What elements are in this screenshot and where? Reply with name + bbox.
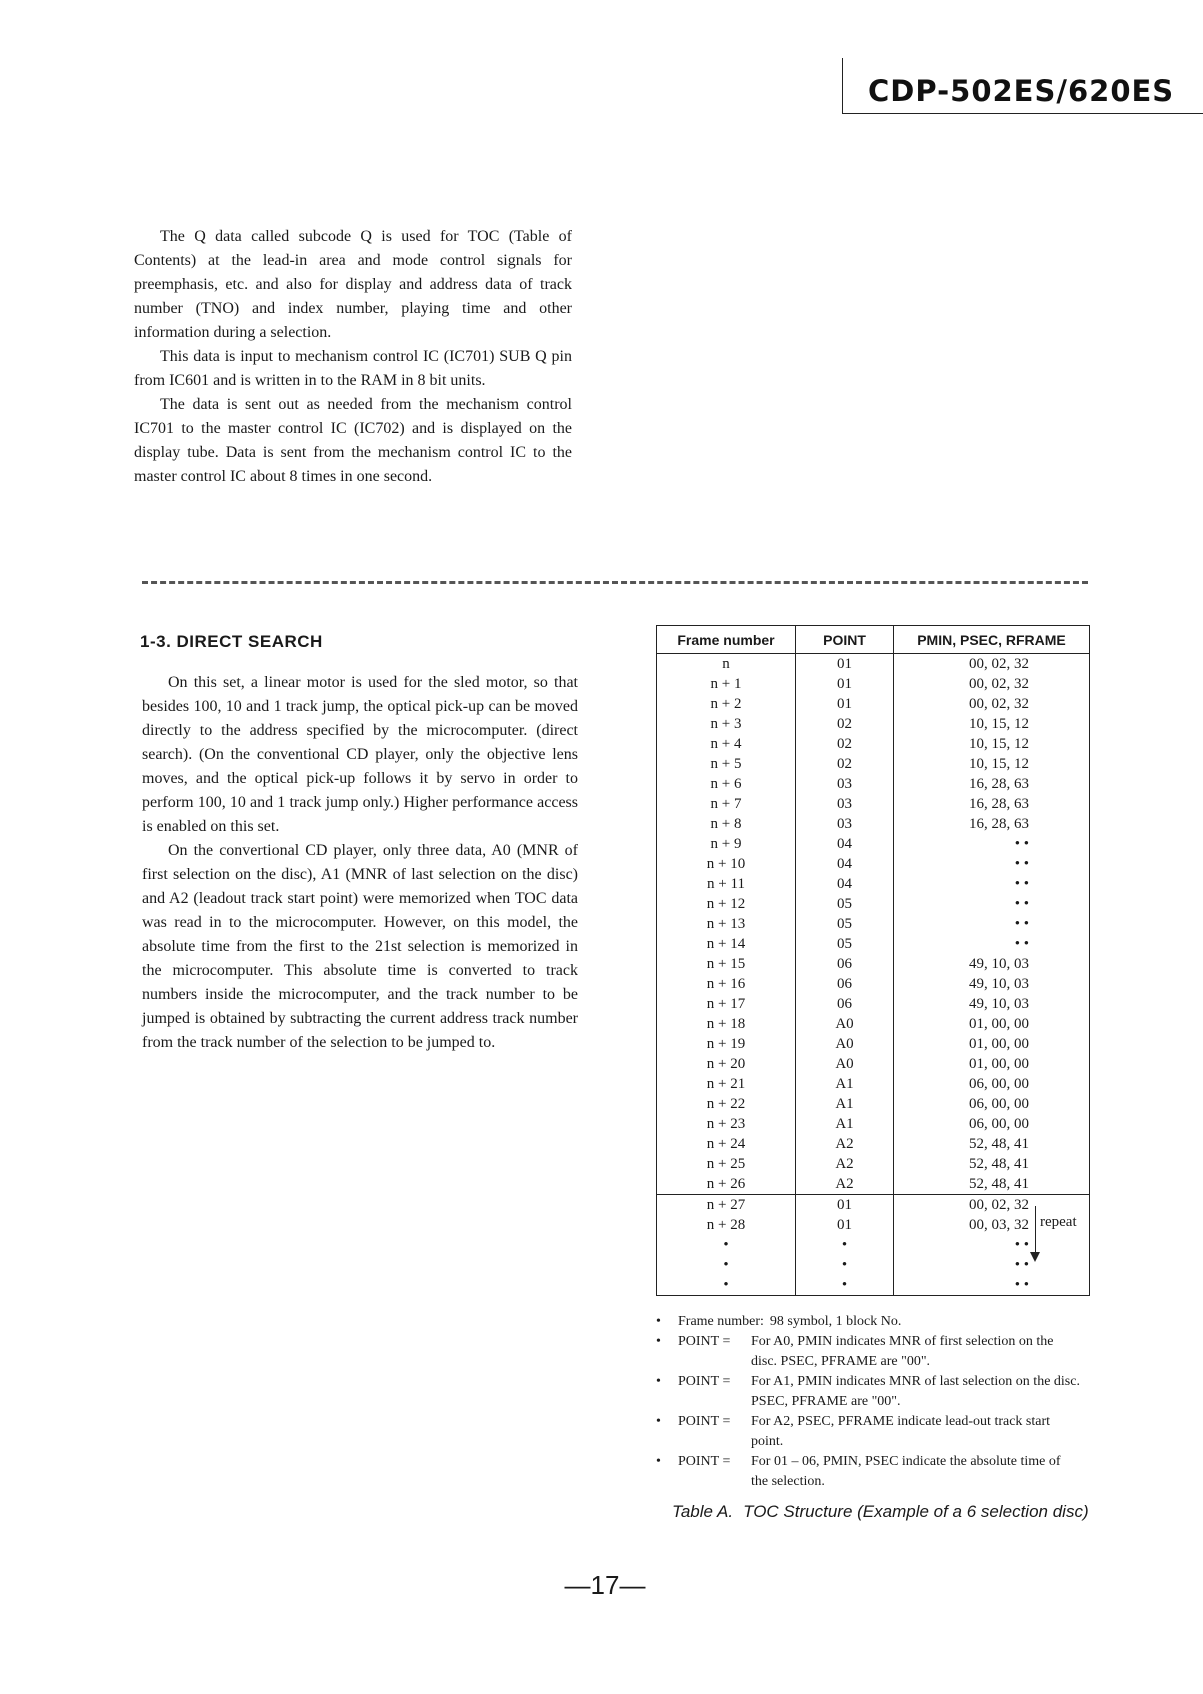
point-cell: A2 (796, 1154, 894, 1174)
frame-number-cell: n + 13 (657, 914, 796, 934)
time-value-cell: • • (894, 1255, 1090, 1275)
frame-number-cell: n + 17 (657, 994, 796, 1014)
toc-row (657, 994, 1090, 1014)
frame-number-cell: n + 26 (657, 1174, 796, 1195)
time-value-cell: 01, 00, 00 (894, 1054, 1090, 1074)
time-value-cell: • • (894, 1275, 1090, 1296)
frame-number-cell: n + 18 (657, 1014, 796, 1034)
header-vertical-rule (842, 58, 843, 114)
point-cell: 04 (796, 874, 894, 894)
header-frame-number: Frame number (657, 626, 796, 654)
time-value-cell: 49, 10, 03 (894, 994, 1090, 1014)
time-value-cell: 49, 10, 03 (894, 974, 1090, 994)
frame-number-cell: n + 24 (657, 1134, 796, 1154)
toc-row (657, 1275, 1090, 1296)
toc-row (657, 1195, 1090, 1216)
frame-number-cell: n + 1 (657, 674, 796, 694)
intro-paragraph: The data is sent out as needed from the mechanism control IC701 to the master control IC (IC702) and is displayed on the display tube. Data is sent from the mechanism control IC to the master control IC about 8 times in one second. (134, 396, 572, 485)
note-item (654, 1372, 1094, 1412)
time-value-cell: • • (894, 934, 1090, 954)
point-cell: A0 (796, 1034, 894, 1054)
point-cell: 01 (796, 674, 894, 694)
point-cell: 01 (796, 694, 894, 714)
toc-row (657, 934, 1090, 954)
frame-number-cell: • (657, 1235, 796, 1255)
bullet-icon: • (656, 1414, 661, 1429)
point-cell: 01 (796, 654, 894, 675)
note-key: Frame number: (678, 1314, 764, 1329)
point-cell: 04 (796, 834, 894, 854)
note-description: For 01 – 06, PMIN, PSEC indicate the absolute time of the selection. (751, 1454, 1061, 1489)
point-cell: • (796, 1255, 894, 1275)
time-value-cell: 10, 15, 12 (894, 714, 1090, 734)
time-value-cell: 01, 00, 00 (894, 1034, 1090, 1054)
bullet-icon: • (656, 1334, 661, 1349)
point-cell: • (796, 1235, 894, 1255)
toc-row (657, 1074, 1090, 1094)
note-key: POINT = (678, 1374, 731, 1389)
toc-row (657, 694, 1090, 714)
toc-row (657, 654, 1090, 675)
header-horizontal-rule (842, 113, 1203, 114)
frame-number-cell: n + 2 (657, 694, 796, 714)
point-cell: A1 (796, 1074, 894, 1094)
frame-number-cell: n + 27 (657, 1195, 796, 1216)
repeat-bracket (1035, 1206, 1036, 1256)
time-value-cell: • • (894, 1235, 1090, 1255)
toc-row (657, 1235, 1090, 1255)
point-cell: A2 (796, 1134, 894, 1154)
toc-row (657, 1094, 1090, 1114)
time-value-cell: 16, 28, 63 (894, 814, 1090, 834)
toc-row (657, 1054, 1090, 1074)
bullet-icon: • (656, 1374, 661, 1389)
note-item (654, 1412, 1094, 1452)
time-value-cell: 06, 00, 00 (894, 1114, 1090, 1134)
note-description: For A0, PMIN indicates MNR of first selection on the disc. PSEC, PFRAME are "00". (751, 1334, 1054, 1369)
time-value-cell: 00, 02, 32 (894, 1195, 1090, 1216)
time-value-cell: 06, 00, 00 (894, 1074, 1090, 1094)
time-value-cell: 00, 02, 32 (894, 654, 1090, 675)
frame-number-cell: n + 11 (657, 874, 796, 894)
point-cell: A0 (796, 1054, 894, 1074)
toc-row (657, 1154, 1090, 1174)
time-value-cell: 10, 15, 12 (894, 754, 1090, 774)
toc-row (657, 1255, 1090, 1275)
time-value-cell: 10, 15, 12 (894, 734, 1090, 754)
point-cell: 06 (796, 954, 894, 974)
frame-number-cell: n + 14 (657, 934, 796, 954)
point-cell: 03 (796, 794, 894, 814)
toc-row (657, 674, 1090, 694)
point-cell: 02 (796, 734, 894, 754)
toc-row (657, 1034, 1090, 1054)
point-cell: A1 (796, 1114, 894, 1134)
point-cell: 05 (796, 894, 894, 914)
note-item (654, 1312, 1094, 1332)
header-point: POINT (796, 626, 894, 654)
section-body (142, 671, 578, 1055)
frame-number-cell: n + 5 (657, 754, 796, 774)
time-value-cell: 52, 48, 41 (894, 1154, 1090, 1174)
time-value-cell: 49, 10, 03 (894, 954, 1090, 974)
toc-row (657, 734, 1090, 754)
time-value-cell: 00, 02, 32 (894, 674, 1090, 694)
page-number: —17— (564, 1570, 646, 1600)
toc-row (657, 894, 1090, 914)
toc-row (657, 874, 1090, 894)
table-caption (672, 1502, 1089, 1522)
caption-label: Table A. (672, 1502, 734, 1521)
section-divider (142, 581, 1088, 584)
header-pmin-psec-rframe: PMIN, PSEC, RFRAME (894, 626, 1090, 654)
model-title: CDP-502ES/620ES (868, 74, 1175, 108)
toc-row (657, 854, 1090, 874)
repeat-arrow-icon (1030, 1252, 1040, 1262)
frame-number-cell: n + 3 (657, 714, 796, 734)
toc-table (656, 625, 1090, 1296)
point-cell: A1 (796, 1094, 894, 1114)
note-item (654, 1452, 1094, 1492)
frame-number-cell: n (657, 654, 796, 675)
body-paragraph: On the convertional CD player, only three data, A0 (MNR of first selection on the disc), A1 (MNR of last selection on the disc) and A2 (leadout track start point) were memorized when TOC data was read in to the microcomputer. However, on this model, the absolute time from the first to the 21st selection is memorized in the microcomputer. This absolute time is converted to track numbers inside the microcomputer, and the track number to be jumped is obtained by subtracting the current address track number from the track number of the selection to be jumped to. (142, 842, 578, 1051)
time-value-cell: • • (894, 914, 1090, 934)
toc-body (657, 654, 1090, 1296)
point-cell: A2 (796, 1174, 894, 1195)
frame-number-cell: n + 25 (657, 1154, 796, 1174)
point-cell: • (796, 1275, 894, 1296)
point-cell: 02 (796, 714, 894, 734)
frame-number-cell: n + 15 (657, 954, 796, 974)
frame-number-cell: n + 9 (657, 834, 796, 854)
body-paragraph: On this set, a linear motor is used for the sled motor, so that besides 100, 10 and 1 track jump, the optical pick-up can be moved directly to the address specified by the microcomputer. (direct search). (On the conventional CD player, only the objective lens moves, and the optical pick-up follows it by servo in order to perform 100, 10 and 1 track jump only.) Higher performance access is enabled on this set. (142, 674, 578, 835)
point-cell: 05 (796, 914, 894, 934)
time-value-cell: 01, 00, 00 (894, 1014, 1090, 1034)
note-key: POINT = (678, 1414, 731, 1429)
time-value-cell: 00, 03, 32 (894, 1215, 1090, 1235)
frame-number-cell: n + 28 (657, 1215, 796, 1235)
time-value-cell: 16, 28, 63 (894, 794, 1090, 814)
toc-row (657, 1014, 1090, 1034)
time-value-cell: 00, 02, 32 (894, 694, 1090, 714)
intro-paragraph: The Q data called subcode Q is used for TOC (Table of Contents) at the lead-in area and mode control signals for preemphasis, etc. and also for display and address data of track number (TNO) and index number, playing time and other information during a selection. (134, 228, 572, 341)
toc-header-row (657, 626, 1090, 654)
toc-row (657, 754, 1090, 774)
note-description: 98 symbol, 1 block No. (769, 1314, 902, 1329)
frame-number-cell: n + 6 (657, 774, 796, 794)
frame-number-cell: n + 7 (657, 794, 796, 814)
time-value-cell: 52, 48, 41 (894, 1174, 1090, 1195)
toc-row (657, 1174, 1090, 1195)
toc-row (657, 794, 1090, 814)
point-cell: 06 (796, 994, 894, 1014)
time-value-cell: • • (894, 834, 1090, 854)
frame-number-cell: • (657, 1255, 796, 1275)
frame-number-cell: n + 21 (657, 1074, 796, 1094)
time-value-cell: 06, 00, 00 (894, 1094, 1090, 1114)
point-cell: 03 (796, 814, 894, 834)
note-description: For A2, PSEC, PFRAME indicate lead-out track start point. (751, 1414, 1051, 1449)
frame-number-cell: n + 10 (657, 854, 796, 874)
toc-row (657, 814, 1090, 834)
time-value-cell: • • (894, 854, 1090, 874)
toc-row (657, 834, 1090, 854)
point-cell: 06 (796, 974, 894, 994)
toc-table-container (656, 625, 1089, 1296)
toc-row (657, 914, 1090, 934)
frame-number-cell: n + 4 (657, 734, 796, 754)
toc-row (657, 974, 1090, 994)
frame-number-cell: n + 23 (657, 1114, 796, 1134)
point-cell: 02 (796, 754, 894, 774)
toc-row (657, 714, 1090, 734)
time-value-cell: 52, 48, 41 (894, 1134, 1090, 1154)
toc-row (657, 1114, 1090, 1134)
time-value-cell: 16, 28, 63 (894, 774, 1090, 794)
point-cell: 05 (796, 934, 894, 954)
frame-number-cell: • (657, 1275, 796, 1296)
point-cell: 03 (796, 774, 894, 794)
toc-row (657, 1215, 1090, 1235)
toc-row (657, 954, 1090, 974)
caption-text: TOC Structure (Example of a 6 selection disc) (743, 1502, 1089, 1521)
frame-number-cell: n + 12 (657, 894, 796, 914)
frame-number-cell: n + 20 (657, 1054, 796, 1074)
note-item (654, 1332, 1094, 1372)
repeat-label: repeat (1040, 1214, 1077, 1230)
bullet-icon: • (656, 1314, 661, 1329)
frame-number-cell: n + 19 (657, 1034, 796, 1054)
notes-list (654, 1312, 1094, 1492)
frame-number-cell: n + 22 (657, 1094, 796, 1114)
point-cell: A0 (796, 1014, 894, 1034)
toc-row (657, 1134, 1090, 1154)
frame-number-cell: n + 16 (657, 974, 796, 994)
note-description: For A1, PMIN indicates MNR of last selection on the disc. PSEC, PFRAME are "00". (751, 1374, 1080, 1409)
point-cell: 01 (796, 1195, 894, 1216)
note-key: POINT = (678, 1334, 731, 1349)
section-heading: 1-3. DIRECT SEARCH (140, 632, 323, 651)
note-key: POINT = (678, 1454, 731, 1469)
intro-paragraph: This data is input to mechanism control IC (IC701) SUB Q pin from IC601 and is written in to the RAM in 8 bit units. (134, 348, 572, 389)
frame-number-cell: n + 8 (657, 814, 796, 834)
intro-text (134, 225, 572, 489)
toc-row (657, 774, 1090, 794)
point-cell: 04 (796, 854, 894, 874)
bullet-icon: • (656, 1454, 661, 1469)
time-value-cell: • • (894, 874, 1090, 894)
point-cell: 01 (796, 1215, 894, 1235)
time-value-cell: • • (894, 894, 1090, 914)
